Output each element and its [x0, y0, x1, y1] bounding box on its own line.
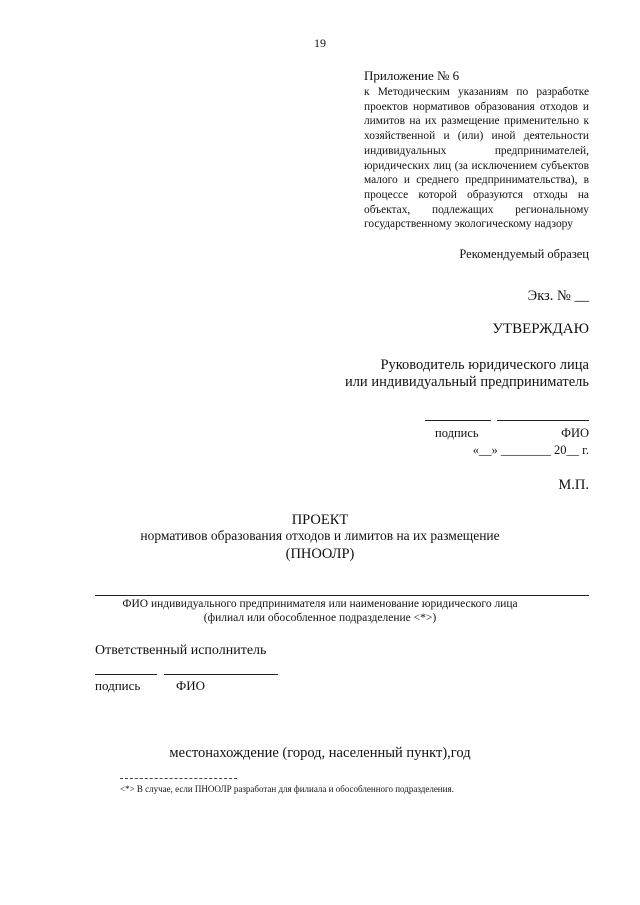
executor-signature-label: подпись [95, 678, 141, 693]
executor-title: Ответственный исполнитель [95, 643, 267, 658]
project-title: ПРОЕКТ [291, 512, 349, 528]
signature-blank [425, 420, 491, 421]
approval-role-line-2: или индивидуальный предприниматель [344, 374, 589, 390]
executor-fio-blank [164, 674, 278, 675]
signature-label: подпись [435, 426, 479, 440]
project-abbreviation: (ПНООЛР) [285, 546, 355, 562]
fio-label: ФИО [561, 426, 589, 440]
entity-caption-line-2: (филиал или обособленное подразделение <*>) [203, 612, 437, 624]
location-line: местонахождение (город, населенный пункт),год [169, 745, 471, 761]
approval-role-line-1: Руководитель юридического лица [380, 357, 589, 373]
stamp-mark: М.П. [558, 477, 589, 493]
entity-caption-line-1: ФИО индивидуального предпринимателя или наименование юридического лица [122, 598, 518, 610]
footnote: <*> В случае, если ПНООЛР разработан для филиала и обособленного подразделения. [120, 784, 454, 794]
approval-heading: УТВЕРЖДАЮ [492, 321, 589, 337]
date-line: «__» ________ 20__ г. [472, 443, 589, 457]
fio-blank [497, 420, 589, 421]
page-number: 19 [314, 36, 326, 50]
footnote-separator [120, 778, 237, 779]
copy-number: Экз. № __ [527, 288, 589, 304]
entity-name-blank [95, 595, 589, 596]
attachment-body: к Методическим указаниям по разработке проектов нормативов образования отходов и лимитов на их размещение применительно к хозяйственной и (или) иной деятельности индивидуальных предпринимателей, юридических лиц (за исключением субъектов малого и среднего предпринимательства), в процессе которой образуются отходы на объектах, подлежащих региональному государственному экологическому надзору [364, 86, 589, 231]
executor-fio-label: ФИО [176, 678, 206, 693]
attachment-title: Приложение № 6 [364, 68, 460, 83]
project-subtitle: нормативов образования отходов и лимитов на их размещение [140, 528, 500, 543]
sample-note: Рекомендуемый образец [459, 247, 589, 261]
executor-signature-blank [95, 674, 157, 675]
